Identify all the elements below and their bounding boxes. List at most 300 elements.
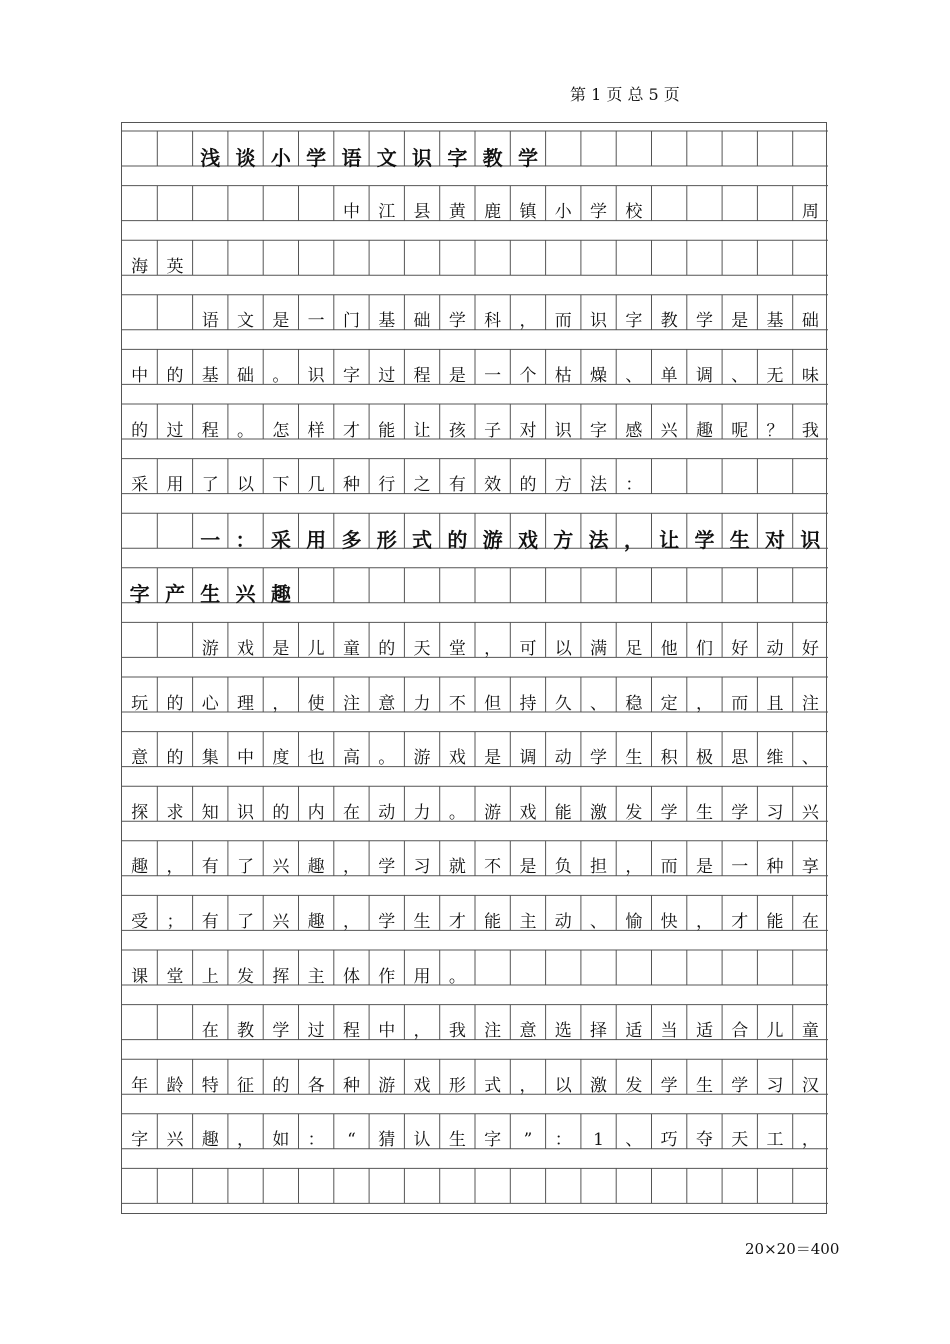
grid-char: 字	[342, 366, 360, 386]
grid-char: 调	[695, 366, 713, 386]
grid-char: 上	[201, 966, 219, 987]
grid-char: 了	[237, 912, 255, 932]
grid-char: 习	[766, 1075, 784, 1096]
grid-char: 适	[625, 1021, 643, 1042]
grid-char: 、	[625, 366, 643, 386]
grid-char: ：	[554, 1130, 572, 1151]
grid-char: 识	[412, 145, 433, 170]
text-row	[122, 468, 828, 503]
grid-char: 是	[448, 366, 466, 386]
grid-char: 度	[272, 748, 290, 769]
grid-char: 心	[201, 693, 219, 714]
grid-char: 式	[484, 1075, 502, 1096]
grid-char: 知	[201, 802, 219, 823]
grid-char: 、	[625, 1130, 643, 1151]
grid-char: 基	[766, 311, 784, 332]
grid-char: 夺	[695, 1130, 713, 1151]
grid-char: ；	[166, 912, 184, 932]
grid-char: 在	[201, 1021, 219, 1042]
grid-char: 中	[131, 366, 149, 386]
grid-char: ，	[519, 311, 537, 332]
grid-char: 发	[237, 966, 255, 987]
grid-char: 动	[554, 748, 572, 769]
grid-char: 好	[731, 639, 749, 659]
grid-char: 法	[588, 527, 609, 552]
grid-char: 形	[376, 527, 397, 552]
grid-char: 高	[342, 748, 360, 769]
grid-char: 学	[272, 1021, 290, 1042]
grid-char: 堂	[166, 966, 184, 987]
grid-char: 极	[695, 748, 713, 769]
grid-char: 了	[237, 857, 255, 878]
grid-char: 单	[660, 366, 678, 386]
grid-char: 兴	[660, 420, 678, 441]
grid-char: 动	[378, 802, 396, 823]
grid-char: 法	[590, 475, 608, 496]
grid-char: 是	[272, 311, 290, 332]
grid-char: 趣	[307, 912, 325, 932]
grid-char: 兴	[272, 857, 290, 878]
grid-char: 择	[590, 1021, 608, 1042]
grid-char: 程	[201, 420, 219, 441]
grid-char: 味	[801, 366, 819, 386]
grid-char: ：	[625, 475, 643, 496]
grid-char: 内	[307, 802, 325, 823]
text-row	[122, 960, 828, 995]
grid-char: 不	[484, 857, 502, 878]
text-row	[122, 304, 828, 339]
grid-char: 而	[731, 693, 749, 714]
grid-char: 。	[237, 420, 255, 441]
grid-char: 感	[625, 420, 643, 441]
grid-char: 生	[695, 802, 713, 823]
grid-char: 识	[554, 420, 572, 441]
grid-char: 动	[554, 912, 572, 932]
grid-char: 县	[413, 202, 431, 223]
grid-char: 定	[660, 693, 678, 714]
text-row	[122, 1123, 828, 1158]
grid-char: 游	[378, 1075, 396, 1096]
grid-char: 怎	[272, 420, 290, 441]
grid-char: 选	[554, 1021, 572, 1042]
grid-char: 方	[554, 475, 572, 496]
grid-char: 是	[695, 857, 713, 878]
grid-char: 程	[413, 366, 431, 386]
grid-char: ，	[237, 1130, 255, 1151]
grid-char: 中	[237, 748, 255, 769]
grid-char: 维	[766, 748, 784, 769]
grid-char: 下	[272, 475, 290, 496]
grid-char: 理	[237, 693, 255, 714]
grid-char: 学	[306, 145, 327, 170]
grid-char: 汉	[801, 1075, 819, 1096]
grid-char: 满	[590, 639, 608, 659]
grid-char: 字	[484, 1130, 502, 1151]
grid-char: 孩	[448, 420, 466, 441]
grid-char: 的	[378, 639, 396, 659]
grid-char: 戏	[517, 527, 538, 552]
grid-char: 识	[590, 311, 608, 332]
grid-char: 础	[413, 311, 431, 332]
grid-char: 使	[307, 693, 325, 714]
grid-char: 儿	[307, 639, 325, 659]
grid-char: ”	[523, 1130, 533, 1151]
grid-char: 探	[131, 802, 149, 823]
grid-char: 对	[765, 527, 786, 552]
grid-char: 教	[482, 145, 503, 170]
grid-char: ，	[695, 912, 713, 932]
grid-char: 过	[378, 366, 396, 386]
grid-char: 体	[342, 966, 360, 987]
grid-char: 子	[484, 420, 502, 441]
grid-char: 龄	[166, 1075, 184, 1096]
grid-char: 学	[660, 1075, 678, 1096]
grid-char: 就	[448, 857, 466, 878]
grid-char: 。	[448, 802, 466, 823]
grid-char: 负	[554, 857, 572, 878]
grid-char: 的	[447, 527, 468, 552]
grid-char: 戏	[519, 802, 537, 823]
text-row	[122, 1069, 828, 1104]
grid-char: 过	[307, 1021, 325, 1042]
grid-char: 当	[660, 1021, 678, 1042]
heading-row	[122, 141, 828, 176]
grid-char: 几	[307, 475, 325, 496]
grid-char: 识	[800, 527, 821, 552]
grid-char: 采	[270, 527, 291, 552]
grid-char: 兴	[272, 912, 290, 932]
page-number: 第 1 页 总 5 页	[570, 85, 680, 104]
grid-char: 戏	[237, 639, 255, 659]
grid-char: 适	[695, 1021, 713, 1042]
grid-char: 激	[590, 1075, 608, 1096]
grid-char: 。	[378, 748, 396, 769]
grid-char: 快	[660, 912, 678, 932]
grid-char: 征	[237, 1075, 255, 1096]
grid-char: 一	[200, 527, 221, 552]
grid-char: 力	[413, 693, 431, 714]
grid-char: 镇	[519, 202, 537, 223]
grid-char: 中	[378, 1021, 396, 1042]
grid-char: 学	[660, 802, 678, 823]
heading-row	[122, 577, 828, 612]
grid-char: 无	[766, 366, 784, 386]
text-row	[122, 1014, 828, 1049]
grid-char: 才	[342, 420, 360, 441]
grid-char: 燥	[590, 366, 608, 386]
grid-char: ，	[272, 693, 290, 714]
text-row	[122, 687, 828, 722]
grid-char: 受	[131, 912, 149, 932]
grid-char: 校	[625, 202, 643, 223]
grid-char: 呢	[731, 420, 749, 441]
grid-char: 主	[519, 912, 537, 932]
grid-char: 效	[484, 475, 502, 496]
grid-char: 海	[131, 256, 149, 277]
grid-char: 谈	[235, 145, 256, 170]
grid-char: 江	[378, 202, 396, 223]
text-row	[122, 741, 828, 776]
grid-char: 种	[766, 857, 784, 878]
grid-char: 的	[519, 475, 537, 496]
grid-char: ，	[625, 857, 643, 878]
grid-char: 。	[448, 966, 466, 987]
text-row	[122, 905, 828, 940]
grid-char: ，	[801, 1130, 819, 1151]
grid-char: 文	[237, 311, 255, 332]
grid-char: ，	[342, 912, 360, 932]
grid-char: 集	[201, 748, 219, 769]
grid-char: 也	[307, 748, 325, 769]
grid-char: 小	[270, 145, 291, 170]
grid-char: 的	[166, 366, 184, 386]
grid-char: 英	[166, 256, 184, 277]
grid-char: 趣	[695, 420, 713, 441]
grid-char: 学	[694, 527, 715, 552]
text-row	[122, 850, 828, 885]
grid-char: 工	[766, 1130, 784, 1151]
grid-char: 生	[448, 1130, 466, 1151]
grid-char: 认	[413, 1130, 431, 1151]
grid-char: ，	[695, 693, 713, 714]
grid-char: 生	[413, 912, 431, 932]
grid-char: 习	[413, 857, 431, 878]
grid-char: 各	[307, 1075, 325, 1096]
grid-char: 产	[164, 582, 185, 607]
grid-char: 发	[625, 1075, 643, 1096]
grid-char: 语	[201, 311, 219, 332]
grid-char: 求	[166, 802, 184, 823]
grid-char: 的	[272, 1075, 290, 1096]
grid-char: 注	[484, 1021, 502, 1042]
grid-char: 巧	[660, 1130, 678, 1151]
grid-char: 的	[131, 420, 149, 441]
grid-char: 而	[554, 311, 572, 332]
grid-char: 兴	[801, 802, 819, 823]
heading-row	[122, 523, 828, 558]
grid-char: ，	[519, 1075, 537, 1096]
grid-char: 习	[766, 802, 784, 823]
grid-char: 1	[593, 1130, 604, 1151]
grid-char: 意	[519, 1021, 537, 1042]
grid-char: 行	[378, 475, 396, 496]
grid-char: ：	[307, 1130, 325, 1151]
grid-char: 学	[590, 202, 608, 223]
grid-char: 动	[766, 639, 784, 659]
grid-char: 担	[590, 857, 608, 878]
grid-char: 基	[378, 311, 396, 332]
grid-char: 语	[341, 145, 362, 170]
grid-char: 可	[519, 639, 537, 659]
grid-char: 一	[484, 366, 502, 386]
grid-char: ，	[166, 857, 184, 878]
grid-char: 枯	[554, 366, 572, 386]
grid-char: 以	[554, 1075, 572, 1096]
grid-char: 在	[801, 912, 819, 932]
grid-char: 们	[695, 639, 713, 659]
grid-char: 鹿	[484, 202, 502, 223]
grid-char: 字	[129, 582, 150, 607]
grid-char: 有	[448, 475, 466, 496]
grid-char: 了	[201, 475, 219, 496]
grid-char: 游	[482, 527, 503, 552]
grid-char: 用	[306, 527, 327, 552]
grid-char: 游	[201, 639, 219, 659]
grid-char: 识	[237, 802, 255, 823]
grid-char: 识	[307, 366, 325, 386]
grid-char: 采	[131, 475, 149, 496]
grid-char: 天	[413, 639, 431, 659]
grid-char: 门	[342, 311, 360, 332]
grid-char: 兴	[166, 1130, 184, 1151]
grid-char: 主	[307, 966, 325, 987]
grid-char: 种	[342, 1075, 360, 1096]
grid-char: 生	[625, 748, 643, 769]
grid-char: 且	[766, 693, 784, 714]
grid-char: 我	[448, 1021, 466, 1042]
grid-char: 才	[448, 912, 466, 932]
grid-char: 积	[660, 748, 678, 769]
grid-char: ：	[235, 527, 256, 552]
grid-char: 趣	[307, 857, 325, 878]
grid-char: 以	[237, 475, 255, 496]
grid-char: 多	[341, 527, 362, 552]
grid-char: 础	[237, 366, 255, 386]
grid-char: 持	[519, 693, 537, 714]
grid-char: 但	[484, 693, 502, 714]
grid-char: 学	[731, 1075, 749, 1096]
grid-char: 科	[484, 311, 502, 332]
grid-char: 久	[554, 693, 572, 714]
grid-char: 愉	[625, 912, 643, 932]
grid-char: 戏	[413, 1075, 431, 1096]
grid-specification: 20×20＝400	[745, 1240, 840, 1258]
grid-char: 周	[801, 202, 819, 223]
grid-char: 他	[660, 639, 678, 659]
grid-char: 在	[342, 802, 360, 823]
grid-char: 形	[448, 1075, 466, 1096]
grid-char: 生	[695, 1075, 713, 1096]
grid-char: 是	[272, 639, 290, 659]
grid-char: 生	[200, 582, 221, 607]
grid-char: 、	[590, 693, 608, 714]
grid-char: 调	[519, 748, 537, 769]
text-row	[122, 195, 828, 230]
grid-char: 学	[448, 311, 466, 332]
grid-char: 天	[731, 1130, 749, 1151]
grid-char: 思	[731, 748, 749, 769]
grid-char: 生	[729, 527, 750, 552]
grid-char: 学	[378, 857, 396, 878]
grid-char: 游	[413, 748, 431, 769]
grid-char: 的	[166, 748, 184, 769]
manuscript-grid-sheet	[121, 122, 827, 1214]
grid-char: 过	[166, 420, 184, 441]
grid-char: 个	[519, 366, 537, 386]
grid-char: 一	[307, 311, 325, 332]
grid-char: 的	[272, 802, 290, 823]
grid-char: 字	[131, 1130, 149, 1151]
grid-char: 意	[378, 693, 396, 714]
grid-char: 浅	[200, 145, 221, 170]
grid-char: 童	[801, 1021, 819, 1042]
grid-char: 游	[484, 802, 502, 823]
grid-char: 、	[731, 366, 749, 386]
grid-char: 作	[378, 966, 396, 987]
grid-char: ，	[342, 857, 360, 878]
grid-char: 黄	[448, 202, 466, 223]
grid-char: 中	[342, 202, 360, 223]
grid-char: ，	[413, 1021, 431, 1042]
text-row	[122, 250, 828, 285]
text-row	[122, 632, 828, 667]
grid-char: 学	[731, 802, 749, 823]
grid-char: 式	[412, 527, 433, 552]
grid-char: 堂	[448, 639, 466, 659]
grid-char: 童	[342, 639, 360, 659]
grid-char: 样	[307, 420, 325, 441]
grid-char: 有	[201, 857, 219, 878]
grid-char: 。	[272, 366, 290, 386]
grid-char: 教	[237, 1021, 255, 1042]
grid-char: 课	[131, 966, 149, 987]
grid-char: ，	[484, 639, 502, 659]
grid-char: 对	[519, 420, 537, 441]
grid-char: 合	[731, 1021, 749, 1042]
grid-char: 字	[590, 420, 608, 441]
text-row	[122, 796, 828, 831]
grid-char: 字	[447, 145, 468, 170]
grid-char: 文	[376, 145, 397, 170]
grid-char: 是	[484, 748, 502, 769]
grid-char: 用	[166, 475, 184, 496]
grid-char: 之	[413, 475, 431, 496]
grid-char: 才	[731, 912, 749, 932]
grid-char: 能	[554, 802, 572, 823]
grid-char: 以	[554, 639, 572, 659]
text-row	[122, 359, 828, 394]
grid-char: 稳	[625, 693, 643, 714]
grid-char: 兴	[235, 582, 256, 607]
grid-char: 学	[517, 145, 538, 170]
grid-char: ，	[623, 527, 644, 552]
grid-char: 儿	[766, 1021, 784, 1042]
grid-char: 用	[413, 966, 431, 987]
grid-char: 挥	[272, 966, 290, 987]
grid-char: 享	[801, 857, 819, 878]
grid-char: 力	[413, 802, 431, 823]
grid-char: 有	[201, 912, 219, 932]
grid-char: 种	[342, 475, 360, 496]
grid-char: 我	[801, 420, 819, 441]
grid-char: 趣	[131, 857, 149, 878]
grid-char: 年	[131, 1075, 149, 1096]
grid-char: 玩	[131, 693, 149, 714]
grid-char: 是	[519, 857, 537, 878]
grid-char: 学	[695, 311, 713, 332]
grid-char: 趣	[201, 1130, 219, 1151]
grid-char: 让	[413, 420, 431, 441]
grid-char: 不	[448, 693, 466, 714]
grid-char: 好	[801, 639, 819, 659]
manuscript-text	[122, 123, 828, 1215]
grid-char: 学	[590, 748, 608, 769]
grid-char: 激	[590, 802, 608, 823]
grid-char: 注	[801, 693, 819, 714]
grid-char: 础	[801, 311, 819, 332]
grid-char: 发	[625, 802, 643, 823]
grid-char: 意	[131, 748, 149, 769]
